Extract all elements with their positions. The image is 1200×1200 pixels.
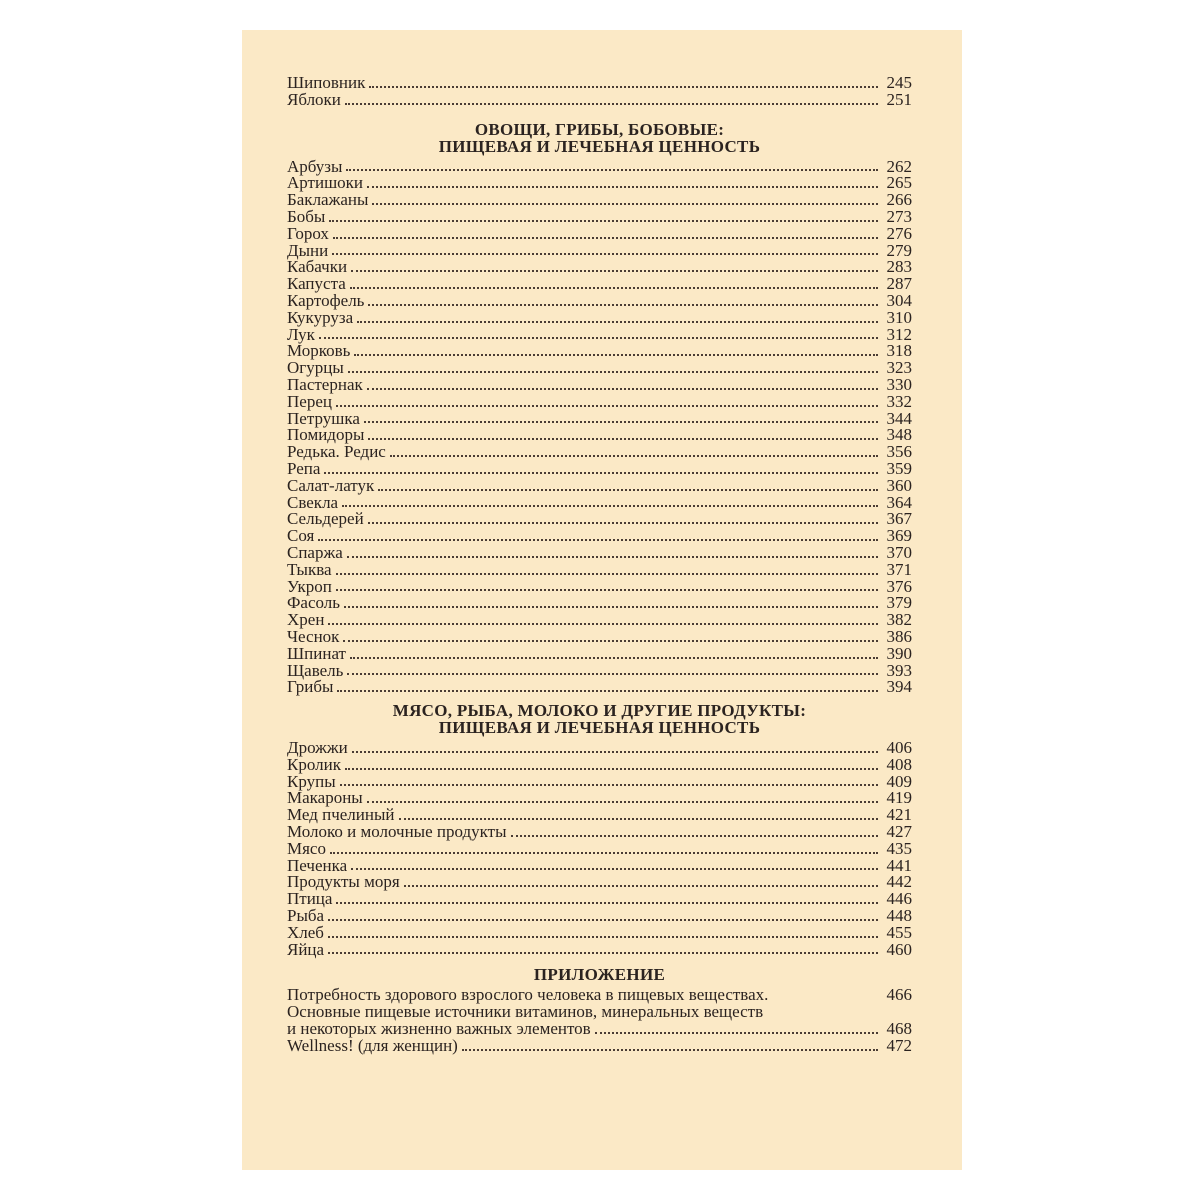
toc-entry-page: 446 bbox=[886, 889, 912, 909]
toc-entry-label: Щавель bbox=[287, 660, 344, 680]
toc-entry-label: Шиповник bbox=[287, 73, 366, 92]
toc-entry[interactable] bbox=[287, 542, 912, 562]
section-heading-vegetables-line1: ОВОЩИ, ГРИБЫ, БОБОВЫЕ: bbox=[474, 119, 725, 139]
toc-entry-label: Мясо bbox=[287, 838, 326, 858]
toc-entry-page: 441 bbox=[886, 855, 912, 875]
toc-entry-label: Птица bbox=[287, 889, 333, 909]
book-page bbox=[242, 30, 962, 1170]
toc-entry[interactable] bbox=[287, 259, 912, 276]
toc-entry-label: Петрушка bbox=[287, 408, 360, 428]
section-heading-vegetables-line2: ПИЩЕВАЯ И ЛЕЧЕБНАЯ ЦЕННОСТЬ bbox=[438, 136, 761, 156]
toc-entry[interactable] bbox=[287, 1035, 912, 1055]
toc-entry-label: Фасоль bbox=[287, 593, 341, 613]
leader-dots bbox=[462, 1049, 878, 1051]
toc-entry-label: Редька. Редис bbox=[287, 442, 386, 462]
leader-dots bbox=[372, 203, 878, 205]
toc-entry-page: 409 bbox=[886, 771, 912, 791]
toc-entry-label: Картофель bbox=[287, 290, 365, 310]
toc-entry-label: Продукты моря bbox=[287, 872, 400, 892]
toc-entry-page: 323 bbox=[886, 358, 912, 378]
toc-entry[interactable] bbox=[287, 240, 912, 260]
toc-entry-page: 472 bbox=[886, 1035, 912, 1055]
toc-entry[interactable] bbox=[287, 192, 912, 209]
toc-entry-page: 356 bbox=[886, 442, 912, 462]
toc-entry[interactable] bbox=[287, 175, 912, 192]
toc-entry-label: Помидоры bbox=[287, 425, 365, 445]
leader-dots bbox=[390, 455, 878, 457]
toc-entry-page: 382 bbox=[886, 610, 912, 630]
toc-entry[interactable] bbox=[287, 660, 912, 680]
leader-dots bbox=[345, 103, 878, 105]
toc-entry-page: 455 bbox=[886, 922, 912, 942]
toc-entry[interactable] bbox=[287, 206, 912, 226]
toc-entry[interactable] bbox=[287, 156, 912, 176]
toc-entry[interactable] bbox=[287, 276, 912, 293]
leader-dots bbox=[357, 321, 878, 323]
toc-entry-page: 406 bbox=[886, 738, 912, 758]
toc-entry-page: 370 bbox=[886, 542, 912, 562]
toc-entry[interactable] bbox=[287, 874, 912, 891]
toc-entry-label: Кролик bbox=[287, 754, 341, 774]
toc-entry-page: 312 bbox=[886, 324, 912, 344]
toc-entry[interactable] bbox=[287, 391, 912, 411]
toc-entry-page: 371 bbox=[886, 559, 912, 579]
toc-entry[interactable] bbox=[287, 679, 912, 696]
toc-entry[interactable] bbox=[287, 754, 912, 774]
leader-dots bbox=[404, 885, 878, 887]
leader-dots bbox=[328, 623, 878, 625]
toc-entry-label: Хлеб bbox=[287, 922, 324, 942]
toc-entry[interactable] bbox=[287, 626, 912, 646]
leader-dots bbox=[354, 354, 878, 356]
toc-entry[interactable] bbox=[287, 408, 912, 428]
toc-entry-page: 367 bbox=[886, 509, 912, 529]
leader-dots bbox=[368, 438, 878, 440]
toc-entry[interactable] bbox=[287, 939, 912, 959]
toc-entry-label: Дрожжи bbox=[287, 738, 348, 758]
toc-entry-label: Пастернак bbox=[287, 374, 363, 394]
toc-entry[interactable] bbox=[287, 374, 912, 394]
section-heading-appendix: ПРИЛОЖЕНИЕ bbox=[533, 965, 666, 985]
leader-dots bbox=[348, 371, 878, 373]
toc-entry-page: 448 bbox=[886, 906, 912, 926]
toc-entry-page: 245 bbox=[886, 73, 912, 92]
table-of-contents bbox=[287, 75, 912, 1055]
leader-dots bbox=[328, 919, 878, 921]
toc-entry-label: Мед пчелиный bbox=[287, 805, 395, 825]
leader-dots bbox=[347, 673, 878, 675]
toc-entry[interactable] bbox=[287, 891, 912, 908]
leader-dots bbox=[347, 556, 878, 558]
toc-entry-label: Арбузы bbox=[287, 156, 343, 176]
toc-entry-label: Молоко и молочные продукты bbox=[287, 822, 507, 842]
leader-dots bbox=[369, 86, 878, 88]
meat-entries-list bbox=[287, 740, 912, 958]
toc-entry-page: 332 bbox=[886, 391, 912, 411]
leader-dots bbox=[329, 220, 878, 222]
top-entries-list bbox=[287, 75, 912, 109]
toc-entry-page: 379 bbox=[886, 593, 912, 613]
toc-entry-page: 262 bbox=[886, 156, 912, 176]
toc-entry-label: Тыква bbox=[287, 559, 332, 579]
toc-entry-label: Шпинат bbox=[287, 643, 346, 663]
vegetables-entries-list bbox=[287, 156, 912, 697]
toc-entry[interactable] bbox=[287, 324, 912, 344]
toc-entry-label: Потребность здорового взрослого человека в пищевых веществах. bbox=[287, 985, 769, 1005]
leader-dots bbox=[367, 388, 878, 390]
toc-entry[interactable] bbox=[287, 343, 912, 360]
toc-entry-page: 419 bbox=[886, 788, 912, 808]
toc-entry-page: 310 bbox=[886, 307, 912, 327]
toc-entry-page: 468 bbox=[886, 1019, 912, 1039]
toc-entry-label: Перец bbox=[287, 391, 332, 411]
toc-entry-label: Артишоки bbox=[287, 173, 364, 193]
leader-dots bbox=[336, 405, 878, 407]
toc-entry-page: 408 bbox=[886, 754, 912, 774]
toc-entry[interactable] bbox=[287, 922, 912, 942]
leader-dots bbox=[350, 287, 878, 289]
toc-entry[interactable] bbox=[287, 307, 912, 327]
toc-entry[interactable] bbox=[287, 360, 912, 377]
toc-entry-label: Кабачки bbox=[287, 257, 348, 277]
toc-entry-page: 466 bbox=[886, 985, 912, 1005]
leader-dots bbox=[337, 690, 878, 692]
leader-dots bbox=[336, 573, 878, 575]
leader-dots bbox=[328, 936, 878, 938]
toc-entry-page: 369 bbox=[886, 526, 912, 546]
toc-entry-page: 318 bbox=[886, 341, 912, 361]
toc-entry-page: 376 bbox=[886, 576, 912, 596]
toc-entry-page: 287 bbox=[886, 274, 912, 294]
leader-dots bbox=[336, 589, 878, 591]
toc-entry[interactable] bbox=[287, 824, 912, 841]
toc-entry-label: Крупы bbox=[287, 771, 336, 791]
toc-entry[interactable] bbox=[287, 223, 912, 243]
toc-entry-label: Макароны bbox=[287, 788, 363, 808]
toc-entry-label: Сельдерей bbox=[287, 509, 364, 529]
toc-entry[interactable] bbox=[287, 595, 912, 612]
toc-entry-label: Капуста bbox=[287, 274, 346, 294]
leader-dots bbox=[595, 1032, 878, 1034]
toc-entry-page: 251 bbox=[886, 89, 912, 109]
toc-entry-label: Грибы bbox=[287, 677, 334, 697]
toc-entry[interactable] bbox=[287, 528, 912, 545]
toc-entry-label: Укроп bbox=[287, 576, 332, 596]
toc-entry[interactable] bbox=[287, 89, 912, 109]
leader-dots bbox=[350, 657, 878, 659]
leader-dots bbox=[330, 852, 878, 854]
leader-dots bbox=[399, 818, 878, 820]
toc-entry-page: 344 bbox=[886, 408, 912, 428]
toc-entry-label: Яблоки bbox=[287, 89, 341, 109]
toc-entry-label: Кукуруза bbox=[287, 307, 354, 327]
toc-entry-page: 273 bbox=[886, 206, 912, 226]
toc-entry-label: Морковь bbox=[287, 341, 351, 361]
leader-dots bbox=[324, 472, 878, 474]
leader-dots bbox=[343, 640, 878, 642]
leader-dots bbox=[367, 186, 878, 188]
leader-dots bbox=[318, 539, 878, 541]
toc-entry-label: Репа bbox=[287, 458, 321, 478]
leader-dots bbox=[367, 801, 878, 803]
leader-dots bbox=[340, 784, 878, 786]
leader-dots bbox=[368, 304, 878, 306]
toc-entry-page: 283 bbox=[886, 257, 912, 277]
toc-entry-page: 359 bbox=[886, 458, 912, 478]
toc-entry[interactable] bbox=[287, 612, 912, 629]
section-heading-meat-line1: МЯСО, РЫБА, МОЛОКО И ДРУГИЕ ПРОДУКТЫ: bbox=[392, 701, 807, 721]
toc-entry-label: Свекла bbox=[287, 492, 339, 512]
toc-entry[interactable] bbox=[287, 444, 912, 461]
toc-entry-label: Яйца bbox=[287, 939, 325, 959]
leader-dots bbox=[368, 522, 878, 524]
leader-dots bbox=[342, 505, 878, 507]
toc-entry-page: 390 bbox=[886, 643, 912, 663]
toc-entry-label: Баклажаны bbox=[287, 190, 369, 210]
toc-entry-label: Бобы bbox=[287, 206, 326, 226]
leader-dots bbox=[351, 868, 878, 870]
toc-entry-page: 348 bbox=[886, 425, 912, 445]
toc-entry-page: 364 bbox=[886, 492, 912, 512]
toc-entry-label: Печенка bbox=[287, 855, 348, 875]
leader-dots bbox=[351, 270, 878, 272]
toc-entry-page: 394 bbox=[886, 677, 912, 697]
toc-entry-page: 427 bbox=[886, 822, 912, 842]
section-heading-meat-line2: ПИЩЕВАЯ И ЛЕЧЕБНАЯ ЦЕННОСТЬ bbox=[438, 718, 761, 738]
toc-entry-page: 360 bbox=[886, 475, 912, 495]
leader-dots bbox=[344, 606, 878, 608]
toc-entry-page: 265 bbox=[886, 173, 912, 193]
toc-entry[interactable] bbox=[287, 771, 912, 791]
leader-dots bbox=[352, 751, 878, 753]
leader-dots bbox=[332, 253, 878, 255]
leader-dots bbox=[511, 835, 878, 837]
toc-entry[interactable] bbox=[287, 740, 912, 757]
toc-entry-page: 435 bbox=[886, 838, 912, 858]
toc-entry[interactable] bbox=[287, 75, 912, 92]
toc-entry-label: Рыба bbox=[287, 906, 325, 926]
toc-entry[interactable] bbox=[287, 492, 912, 512]
toc-entry-page: 330 bbox=[886, 374, 912, 394]
toc-entry-label: Wellness! (для женщин) bbox=[287, 1035, 458, 1055]
toc-entry-label-line2: и некоторых жизненно важных элементов bbox=[287, 1019, 591, 1039]
toc-entry[interactable] bbox=[287, 643, 912, 663]
toc-entry-label: Дыни bbox=[287, 240, 329, 260]
toc-entry-page: 421 bbox=[886, 805, 912, 825]
toc-entry-page: 386 bbox=[886, 626, 912, 646]
toc-entry-page: 266 bbox=[886, 190, 912, 210]
toc-entry-label: Спаржа bbox=[287, 542, 343, 562]
leader-dots bbox=[319, 337, 878, 339]
toc-entry-label: Хрен bbox=[287, 610, 325, 630]
toc-entry[interactable] bbox=[287, 838, 912, 858]
toc-entry-page: 442 bbox=[886, 872, 912, 892]
leader-dots bbox=[336, 902, 878, 904]
toc-entry-label: Лук bbox=[287, 324, 315, 344]
toc-entry-label: Соя bbox=[287, 526, 315, 546]
toc-entry[interactable] bbox=[287, 290, 912, 310]
toc-entry-label: Огурцы bbox=[287, 358, 344, 378]
toc-entry-page: 279 bbox=[886, 240, 912, 260]
toc-entry[interactable] bbox=[287, 475, 912, 495]
toc-entry-label: Чеснок bbox=[287, 626, 340, 646]
leader-dots bbox=[328, 952, 878, 954]
leader-dots bbox=[345, 768, 878, 770]
toc-entry[interactable] bbox=[287, 908, 912, 925]
toc-entry[interactable] bbox=[287, 511, 912, 528]
toc-entry[interactable] bbox=[287, 458, 912, 478]
toc-entry[interactable] bbox=[287, 576, 912, 596]
leader-dots bbox=[333, 237, 878, 239]
toc-entry-page: 393 bbox=[886, 660, 912, 680]
toc-entry-label: Салат-латук bbox=[287, 475, 375, 495]
leader-dots bbox=[346, 169, 878, 171]
toc-entry-page: 304 bbox=[886, 290, 912, 310]
toc-entry-page: 460 bbox=[886, 939, 912, 959]
toc-entry-label: Горох bbox=[287, 223, 329, 243]
leader-dots bbox=[364, 421, 878, 423]
toc-entry-page: 276 bbox=[886, 223, 912, 243]
toc-entry[interactable] bbox=[287, 559, 912, 579]
leader-dots bbox=[378, 489, 878, 491]
toc-entry-label-line1: Основные пищевые источники витаминов, минеральных веществ bbox=[287, 1002, 764, 1022]
